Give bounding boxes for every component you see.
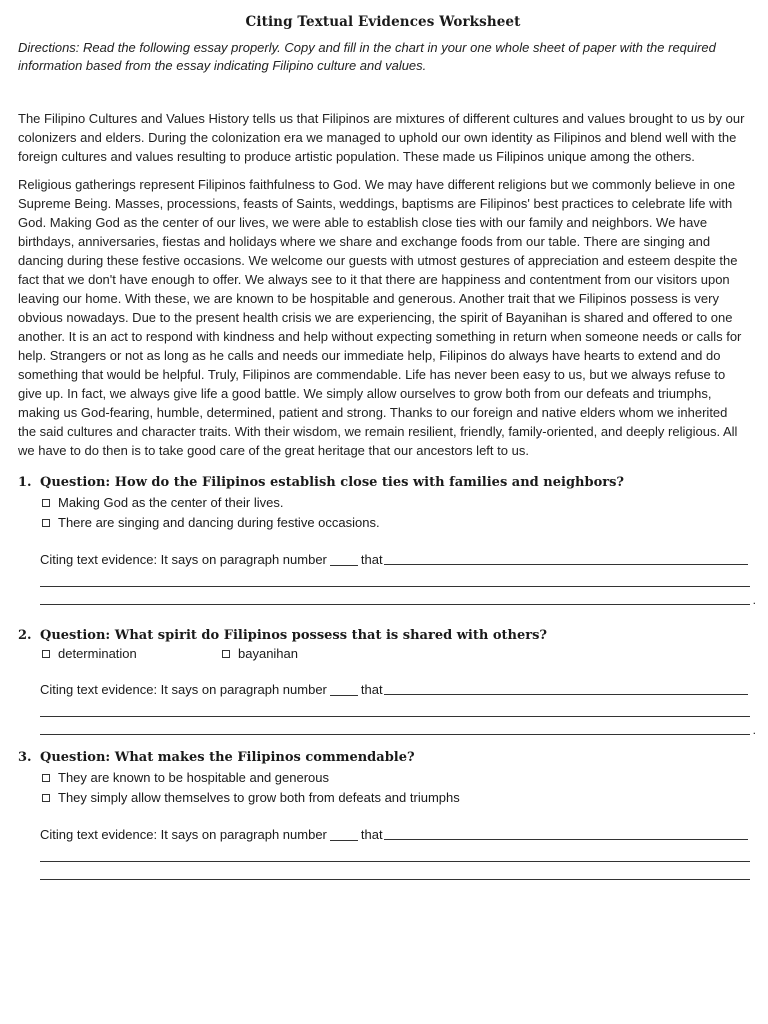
answer-line[interactable]	[40, 587, 756, 607]
citation-line	[40, 826, 748, 844]
paragraph-number-blank[interactable]	[330, 839, 358, 841]
checkbox-icon[interactable]	[42, 650, 50, 658]
answer-option[interactable]	[40, 769, 329, 787]
citation-prefix: Citing text evidence: It says on paragraph number	[40, 552, 327, 567]
question-text: Question: What makes the Filipinos commendable?	[40, 750, 415, 765]
answer-line[interactable]	[40, 569, 750, 587]
checkbox-icon[interactable]	[42, 774, 50, 782]
question-1	[18, 474, 756, 607]
question-number: 1.	[18, 475, 32, 490]
question-text: Question: What spirit do Filipinos possess that is shared with others?	[40, 628, 548, 643]
checkbox-icon[interactable]	[42, 519, 50, 527]
citation-that: that	[360, 552, 383, 567]
checkbox-icon[interactable]	[222, 650, 230, 658]
citation-that: that	[360, 682, 383, 697]
line-end-period: .	[752, 593, 756, 607]
answer-line[interactable]	[40, 699, 750, 717]
directions-text: Directions: Read the following essay properly. Copy and fill in the chart in your one whole sheet of paper with the required information based from the essay indicating Filipino culture and values.	[18, 40, 716, 73]
citation-that: that	[360, 827, 383, 842]
question-3	[18, 749, 748, 880]
answer-blank[interactable]	[384, 563, 748, 565]
option-label: Making God as the center of their lives.	[58, 495, 284, 510]
essay-paragraph-1: The Filipino Cultures and Values History tells us that Filipinos are mixtures of different cultures and values brought to us by our colonizers and elders. During the colonization era we managed to uphold our own identity as Filipinos and blend well with the foreign cultures and values resulting to produce artistic population. These made us Filipinos unique among the others.	[18, 111, 745, 164]
checkbox-icon[interactable]	[42, 499, 50, 507]
option-label: They are known to be hospitable and generous	[58, 770, 330, 785]
question-2	[18, 627, 756, 737]
option-label: They simply allow themselves to grow both from defeats and triumphs	[58, 790, 460, 805]
answer-line[interactable]	[40, 717, 756, 737]
answer-option[interactable]	[220, 645, 400, 663]
answer-line[interactable]	[40, 844, 750, 862]
paragraph-number-blank[interactable]	[330, 564, 358, 566]
checkbox-icon[interactable]	[42, 794, 50, 802]
question-list	[18, 474, 756, 880]
option-label: determination	[58, 646, 137, 661]
answer-option[interactable]	[40, 645, 220, 663]
citation-line	[40, 551, 748, 569]
question-number: 3.	[18, 750, 32, 765]
option-label: There are singing and dancing during festive occasions.	[58, 515, 380, 530]
question-number: 2.	[18, 628, 32, 643]
answer-line[interactable]	[40, 862, 750, 880]
answer-blank[interactable]	[384, 838, 748, 840]
question-text: Question: How do the Filipinos establish close ties with families and neighbors?	[40, 475, 625, 490]
citation-prefix: Citing text evidence: It says on paragraph number	[40, 682, 327, 697]
answer-option[interactable]	[40, 789, 460, 807]
answer-blank[interactable]	[384, 693, 748, 695]
citation-prefix: Citing text evidence: It says on paragraph number	[40, 827, 327, 842]
citation-line	[40, 681, 748, 699]
worksheet-page	[18, 14, 756, 894]
answer-option[interactable]	[40, 514, 380, 532]
line-end-period: .	[752, 723, 756, 737]
essay-paragraph-2: Religious gatherings represent Filipinos faithfulness to God. We may have different religions but we commonly believe in one Supreme Being. Masses, processions, feasts of Saints, weddings, baptisms are Filipinos' best practices to celebrate life with God. Making God as the center of our lives, we were able to establish close ties with our family and neighbors. We have birthdays, anniversaries, fiestas and holidays where we share and exchange foods from our table. There are singing and dancing during these festive occasions. We welcome our guests with utmost gestures of appreciation and esteem despite the fact that we don't have enough to offer. We always see to it that there are happiness and contentment from our visitors upon leaving our home. With these, we are known to be hospitable and generous. Another trait that we Filipinos possess is very obvious nowadays. Due to the present health crisis we are experiencing, the spirit of Bayanihan is shared and offered to one another. It is an act to respond with kindness and help without expecting something in return when someone needs or calls for help. Strangers or not as long as he calls and needs our immediate help, Filipinos do always have hearts to extend and do something that would be helpful. Truly, Filipinos are commendable. Life has never been easy to us, but we always refuse to give up. In fact, we always give life a good battle. We simply allow ourselves to grow both from our defeats and triumphs, making us God-fearing, humble, determined, patient and strong. Thanks to our foreign and native elders whom we inherited the said cultures and character traits. With their wisdom, we remain resilient, friendly, family-oriented, and deeply religious. All we have to do then is to take good care of the great heritage that our ancestors left to us.	[18, 177, 742, 458]
option-label: bayanihan	[238, 646, 298, 661]
answer-option[interactable]	[40, 494, 283, 512]
worksheet-title: Citing Textual Evidences Worksheet	[245, 14, 521, 30]
paragraph-number-blank[interactable]	[330, 694, 358, 696]
